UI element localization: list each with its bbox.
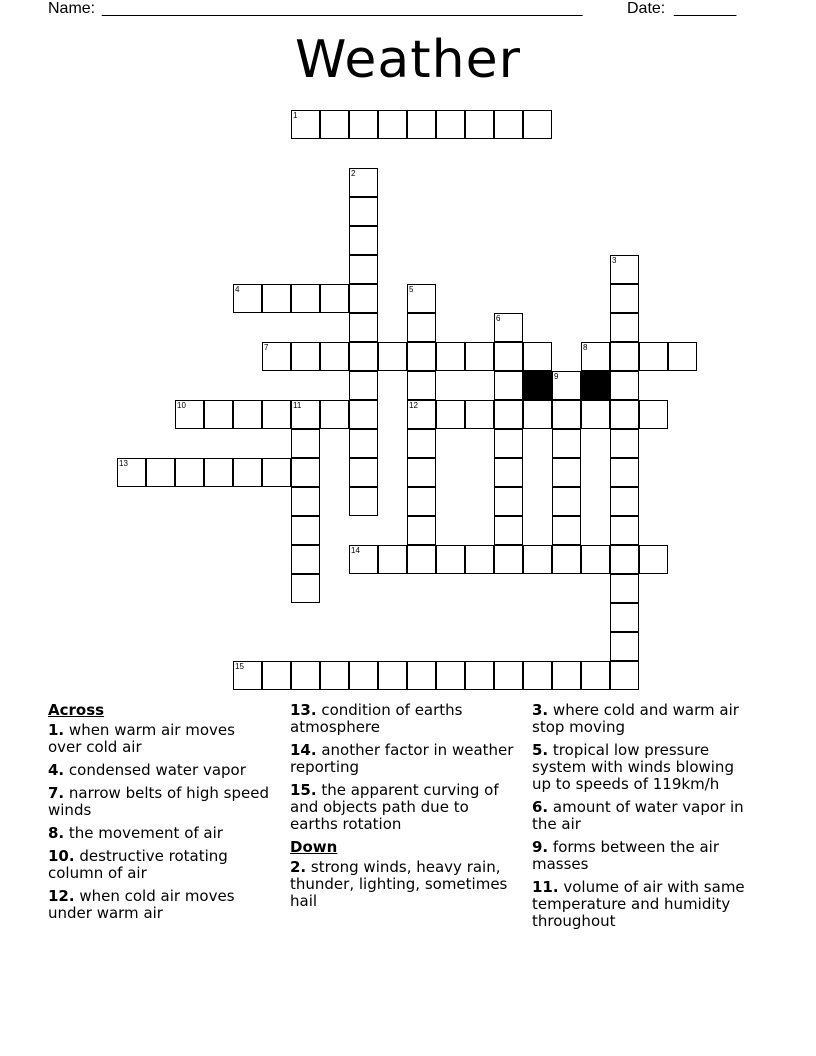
crossword-cell[interactable]	[320, 661, 349, 690]
clue-item	[48, 825, 273, 842]
name-line[interactable]: ______________________________________________________	[102, 0, 583, 17]
crossword-cell[interactable]	[175, 458, 204, 487]
crossword-cell[interactable]	[291, 284, 320, 313]
clue-number: 14.	[290, 741, 317, 759]
crossword-cell[interactable]	[117, 458, 146, 487]
clue-number: 13.	[290, 701, 317, 719]
crossword-cell[interactable]	[610, 342, 639, 371]
clue-item	[48, 848, 273, 882]
crossword-cell[interactable]	[407, 342, 436, 371]
crossword-cell[interactable]	[320, 400, 349, 429]
crossword-cell[interactable]	[610, 284, 639, 313]
crossword-cell[interactable]	[349, 342, 378, 371]
clue-text: narrow belts of high speed winds	[48, 784, 269, 819]
crossword-cell[interactable]	[146, 458, 175, 487]
crossword-cell[interactable]	[494, 545, 523, 574]
crossword-cell[interactable]	[349, 110, 378, 139]
crossword-cell[interactable]	[233, 458, 262, 487]
crossword-cell[interactable]	[639, 545, 668, 574]
name-label: Name:	[48, 0, 96, 17]
crossword-cell[interactable]	[552, 545, 581, 574]
crossword-cell[interactable]	[262, 400, 291, 429]
down-heading: Down	[290, 838, 338, 856]
clue-item	[48, 762, 273, 779]
crossword-cell[interactable]	[436, 400, 465, 429]
crossword-cell[interactable]	[552, 371, 581, 400]
cell-number: 8	[583, 343, 588, 352]
crossword-cell[interactable]	[407, 371, 436, 400]
black-cell	[523, 371, 552, 400]
cell-number: 5	[409, 285, 414, 294]
crossword-cell[interactable]	[494, 487, 523, 516]
date-line[interactable]: _______	[674, 0, 737, 17]
crossword-cell[interactable]	[320, 284, 349, 313]
page-title: Weather	[295, 30, 521, 90]
clue-number: 7.	[48, 784, 65, 802]
crossword-cell[interactable]	[581, 661, 610, 690]
crossword-cell[interactable]	[610, 400, 639, 429]
clue-item	[532, 839, 757, 873]
crossword-cell[interactable]	[233, 661, 262, 690]
crossword-cell[interactable]	[523, 110, 552, 139]
cell-number: 6	[496, 314, 501, 323]
crossword-cell[interactable]	[639, 342, 668, 371]
crossword-cell[interactable]	[349, 226, 378, 255]
crossword-cell[interactable]	[262, 458, 291, 487]
crossword-cell[interactable]	[494, 458, 523, 487]
crossword-cell[interactable]	[291, 574, 320, 603]
clue-item	[532, 799, 757, 833]
clue-text: condition of earths atmosphere	[290, 701, 463, 736]
clue-text: where cold and warm air stop moving	[532, 701, 739, 736]
crossword-cell[interactable]	[494, 661, 523, 690]
crossword-cell[interactable]	[465, 400, 494, 429]
crossword-cell[interactable]	[610, 458, 639, 487]
crossword-cell[interactable]	[552, 400, 581, 429]
crossword-cell[interactable]	[639, 400, 668, 429]
clue-number: 10.	[48, 847, 75, 865]
crossword-cell[interactable]	[291, 516, 320, 545]
clue-number: 2.	[290, 858, 307, 876]
crossword-cell[interactable]	[233, 284, 262, 313]
crossword-cell[interactable]	[349, 197, 378, 226]
clue-number: 8.	[48, 824, 65, 842]
crossword-cell[interactable]	[291, 487, 320, 516]
crossword-cell[interactable]	[668, 342, 697, 371]
cell-number: 7	[264, 343, 269, 352]
crossword-cell[interactable]	[407, 516, 436, 545]
clue-text: condensed water vapor	[68, 761, 246, 779]
crossword-cell[interactable]	[378, 110, 407, 139]
cell-number: 14	[351, 546, 360, 555]
crossword-cell[interactable]	[494, 400, 523, 429]
crossword-cell[interactable]	[233, 400, 262, 429]
across-heading: Across	[48, 701, 105, 719]
clue-text: strong winds, heavy rain, thunder, lighting, sometimes hail	[290, 858, 508, 910]
crossword-cell[interactable]	[407, 545, 436, 574]
crossword-cell[interactable]	[523, 545, 552, 574]
clue-item	[532, 702, 757, 736]
crossword-cell[interactable]	[291, 429, 320, 458]
date-label: Date:	[627, 0, 666, 17]
clue-number: 12.	[48, 887, 75, 905]
clue-number: 4.	[48, 761, 65, 779]
crossword-cell[interactable]	[407, 110, 436, 139]
crossword-cell[interactable]	[204, 458, 233, 487]
crossword-cell[interactable]	[465, 545, 494, 574]
crossword-cell[interactable]	[552, 429, 581, 458]
cell-number: 12	[409, 401, 418, 410]
clue-item	[290, 702, 515, 736]
crossword-cell[interactable]	[494, 313, 523, 342]
clue-column-2	[290, 702, 515, 916]
crossword-cell[interactable]	[349, 661, 378, 690]
crossword-cell[interactable]	[291, 342, 320, 371]
clue-number: 9.	[532, 838, 549, 856]
crossword-cell[interactable]	[204, 400, 233, 429]
clue-text: tropical low pressure system with winds blowing up to speeds of 119km/h	[532, 741, 734, 793]
crossword-cell[interactable]	[407, 284, 436, 313]
crossword-cell[interactable]	[523, 661, 552, 690]
crossword-cell[interactable]	[291, 661, 320, 690]
crossword-cell[interactable]	[262, 661, 291, 690]
clue-item	[532, 879, 757, 930]
crossword-cell[interactable]	[465, 110, 494, 139]
crossword-cell[interactable]	[523, 342, 552, 371]
crossword-cell[interactable]	[262, 284, 291, 313]
crossword-cell[interactable]	[610, 255, 639, 284]
crossword-cell[interactable]	[262, 342, 291, 371]
clue-text: destructive rotating column of air	[48, 847, 228, 882]
crossword-cell[interactable]	[349, 371, 378, 400]
crossword-cell[interactable]	[291, 400, 320, 429]
crossword-cell[interactable]	[610, 516, 639, 545]
clue-text: the apparent curving of and objects path due to earths rotation	[290, 781, 499, 833]
clue-number: 15.	[290, 781, 317, 799]
crossword-cell[interactable]	[291, 458, 320, 487]
crossword-cell[interactable]	[610, 574, 639, 603]
crossword-cell[interactable]	[291, 545, 320, 574]
crossword-cell[interactable]	[407, 487, 436, 516]
crossword-cell[interactable]	[436, 545, 465, 574]
clue-number: 6.	[532, 798, 549, 816]
crossword-cell[interactable]	[552, 516, 581, 545]
crossword-cell[interactable]	[610, 371, 639, 400]
crossword-cell[interactable]	[320, 110, 349, 139]
clue-text: the movement of air	[68, 824, 223, 842]
crossword-cell[interactable]	[465, 661, 494, 690]
clue-item	[48, 785, 273, 819]
crossword-cell[interactable]	[581, 342, 610, 371]
crossword-cell[interactable]	[349, 313, 378, 342]
crossword-cell[interactable]	[349, 458, 378, 487]
crossword-cell[interactable]	[494, 110, 523, 139]
clue-number: 1.	[48, 721, 65, 739]
crossword-cell[interactable]	[523, 400, 552, 429]
crossword-cell[interactable]	[552, 661, 581, 690]
crossword-cell[interactable]	[436, 342, 465, 371]
crossword-cell[interactable]	[349, 168, 378, 197]
clue-item	[290, 742, 515, 776]
crossword-cell[interactable]	[436, 110, 465, 139]
clue-item	[532, 742, 757, 793]
crossword-cell[interactable]	[610, 487, 639, 516]
clue-number: 11.	[532, 878, 559, 896]
crossword-cell[interactable]	[349, 284, 378, 313]
crossword-cell[interactable]	[494, 429, 523, 458]
crossword-cell[interactable]	[610, 603, 639, 632]
crossword-cell[interactable]	[407, 313, 436, 342]
crossword-cell[interactable]	[581, 400, 610, 429]
crossword-cell[interactable]	[436, 661, 465, 690]
cell-number: 1	[293, 111, 298, 120]
clue-text: when warm air moves over cold air	[48, 721, 235, 756]
clue-item	[48, 888, 273, 922]
crossword-cell[interactable]	[407, 661, 436, 690]
crossword-cell[interactable]	[610, 632, 639, 661]
cell-number: 15	[235, 662, 244, 671]
cell-number: 2	[351, 169, 356, 178]
black-cell	[581, 371, 610, 400]
crossword-cell[interactable]	[407, 458, 436, 487]
clue-item	[290, 782, 515, 833]
cell-number: 9	[554, 372, 559, 381]
clue-item	[290, 859, 515, 910]
crossword-cell[interactable]	[494, 516, 523, 545]
crossword-cell[interactable]	[175, 400, 204, 429]
clue-text: amount of water vapor in the air	[532, 798, 744, 833]
crossword-cell[interactable]	[349, 400, 378, 429]
cell-number: 11	[293, 401, 302, 410]
clue-number: 5.	[532, 741, 549, 759]
cell-number: 3	[612, 256, 617, 265]
crossword-cell[interactable]	[349, 487, 378, 516]
crossword-cell[interactable]	[320, 342, 349, 371]
clue-column-3	[532, 702, 757, 936]
crossword-cell[interactable]	[610, 545, 639, 574]
crossword-cell[interactable]	[494, 371, 523, 400]
crossword-cell[interactable]	[378, 661, 407, 690]
clue-item	[48, 722, 273, 756]
crossword-cell[interactable]	[552, 458, 581, 487]
crossword-cell[interactable]	[610, 661, 639, 690]
cell-number: 13	[119, 459, 128, 468]
crossword-cell[interactable]	[610, 429, 639, 458]
clue-number: 3.	[532, 701, 549, 719]
crossword-cell[interactable]	[291, 110, 320, 139]
clue-text: forms between the air masses	[532, 838, 720, 873]
crossword-cell[interactable]	[407, 429, 436, 458]
clue-text: volume of air with same temperature and humidity throughout	[532, 878, 745, 930]
crossword-cell[interactable]	[581, 545, 610, 574]
clue-text: another factor in weather reporting	[290, 741, 514, 776]
crossword-cell[interactable]	[552, 487, 581, 516]
crossword-cell[interactable]	[349, 429, 378, 458]
crossword-cell[interactable]	[378, 342, 407, 371]
crossword-cell[interactable]	[349, 255, 378, 284]
cell-number: 4	[235, 285, 240, 294]
clue-column-1	[48, 702, 273, 928]
crossword-cell[interactable]	[494, 342, 523, 371]
crossword-cell[interactable]	[407, 400, 436, 429]
crossword-cell[interactable]	[378, 545, 407, 574]
cell-number: 10	[177, 401, 186, 410]
crossword-cell[interactable]	[349, 545, 378, 574]
crossword-cell[interactable]	[465, 342, 494, 371]
clue-text: when cold air moves under warm air	[48, 887, 235, 922]
crossword-cell[interactable]	[610, 313, 639, 342]
